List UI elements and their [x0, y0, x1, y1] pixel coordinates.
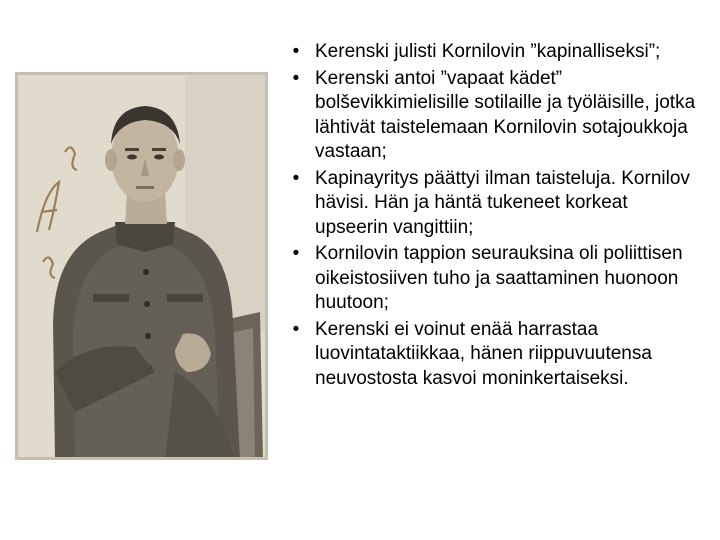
- bullet-text: Kapinayritys päättyi ilman taisteluja. Kornilov hävisi. Hän ja häntä tukeneet korkeat upseerin vangittiin;: [315, 167, 690, 238]
- bullet-item: [284, 242, 704, 316]
- bullet-item: [284, 40, 704, 65]
- bullet-item: [284, 167, 704, 241]
- bullet-marker: •: [292, 67, 300, 89]
- bullet-item: [284, 67, 704, 165]
- bullet-text: Kerenski julisti Kornilovin ”kapinalliseksi”;: [315, 41, 661, 62]
- bullet-text: Kerenski antoi ”vapaat kädet” bolševikkimielisille sotilaille ja työläisille, jotka lähtivät taistelemaan Kornilovin sotajoukkoja vastaan;: [315, 67, 696, 162]
- portrait-photo: [15, 72, 268, 460]
- portrait-illustration: [15, 72, 268, 460]
- bullet-marker: •: [292, 41, 300, 62]
- bullet-marker: •: [292, 318, 300, 340]
- bullet-marker: •: [292, 167, 300, 189]
- bullet-list: [284, 40, 704, 393]
- bullet-item: [284, 318, 704, 392]
- bullet-text: Kerenski ei voinut enää harrastaa luovintataktiikkaa, hänen riippuvuutensa neuvostosta kasvoi moninkertaiseksi.: [315, 318, 652, 389]
- bullet-marker: •: [292, 243, 300, 264]
- bullet-text: Kornilovin tappion seurauksina oli poliittisen oikeistosiiven tuho ja saattaminen huonoon huutoon;: [315, 243, 683, 313]
